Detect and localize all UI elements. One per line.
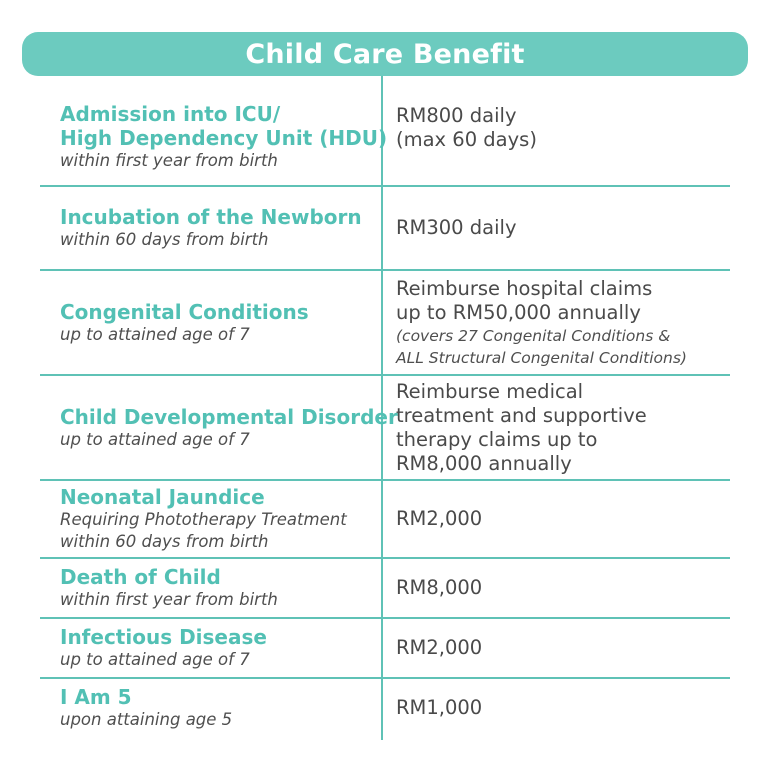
benefit-row-jaundice [0, 481, 771, 557]
benefit-value: (max 60 days) [396, 128, 537, 151]
benefit-description [60, 88, 388, 185]
benefit-note: (covers 27 Congenital Conditions & [396, 326, 671, 345]
benefit-row-i-am-5 [0, 679, 771, 737]
benefit-title: Infectious Disease [60, 625, 267, 649]
benefit-description [60, 187, 378, 269]
benefit-condition: Requiring Phototherapy Treatment [60, 510, 347, 529]
benefit-title: Incubation of the Newborn [60, 205, 362, 229]
benefit-condition: upon attaining age 5 [60, 710, 233, 729]
benefit-title: Admission into ICU/ [60, 101, 281, 126]
benefit-amount [396, 187, 736, 269]
benefit-row-infectious [0, 619, 771, 677]
benefit-title: High Dependency Unit (HDU) [60, 125, 388, 150]
benefit-value: RM800 daily [396, 104, 517, 127]
benefit-value: Reimburse medical [396, 379, 584, 403]
benefit-description [60, 559, 378, 617]
benefit-amount [396, 88, 736, 152]
benefit-amount [396, 619, 736, 677]
benefit-description [60, 376, 398, 479]
benefit-condition: within 60 days from birth [60, 532, 269, 551]
benefit-title: I Am 5 [60, 685, 132, 709]
benefit-row-icu [0, 88, 771, 185]
benefit-condition: up to attained age of 7 [60, 324, 250, 344]
benefit-condition: within first year from birth [60, 590, 278, 609]
benefit-amount [396, 481, 736, 557]
page-title: Child Care Benefit [245, 38, 525, 70]
benefit-description [60, 481, 378, 557]
benefit-condition: within first year from birth [60, 150, 278, 170]
benefit-value: RM8,000 annually [396, 451, 572, 475]
benefit-description [60, 271, 378, 374]
benefit-condition: up to attained age of 7 [60, 650, 250, 669]
benefit-title: Death of Child [60, 565, 221, 589]
benefit-title: Congenital Conditions [60, 299, 309, 324]
benefit-amount [396, 559, 736, 617]
benefit-amount [396, 271, 736, 374]
benefit-description [60, 679, 378, 737]
header-banner [22, 32, 748, 76]
benefit-row-developmental [0, 376, 771, 479]
benefit-value: up to RM50,000 annually [396, 300, 641, 324]
benefit-value: RM300 daily [396, 216, 517, 239]
benefit-value: RM2,000 [396, 507, 483, 530]
benefit-value: therapy claims up to [396, 427, 598, 451]
benefit-value: RM2,000 [396, 636, 483, 659]
benefit-amount [396, 376, 736, 479]
benefit-title: Child Developmental Disorder [60, 404, 398, 429]
benefit-value: RM1,000 [396, 696, 483, 719]
benefit-row-death [0, 559, 771, 617]
benefit-value: Reimburse hospital claims [396, 276, 653, 300]
benefit-row-congenital [0, 271, 771, 374]
benefit-description [60, 619, 378, 677]
benefit-value: RM8,000 [396, 576, 483, 599]
benefit-amount [396, 679, 736, 737]
benefit-title: Neonatal Jaundice [60, 485, 265, 509]
benefit-condition: within 60 days from birth [60, 230, 269, 249]
benefit-condition: up to attained age of 7 [60, 429, 250, 449]
benefit-row-incubation [0, 187, 771, 269]
benefit-note: ALL Structural Congenital Conditions) [396, 348, 687, 367]
benefit-value: treatment and supportive [396, 403, 647, 427]
